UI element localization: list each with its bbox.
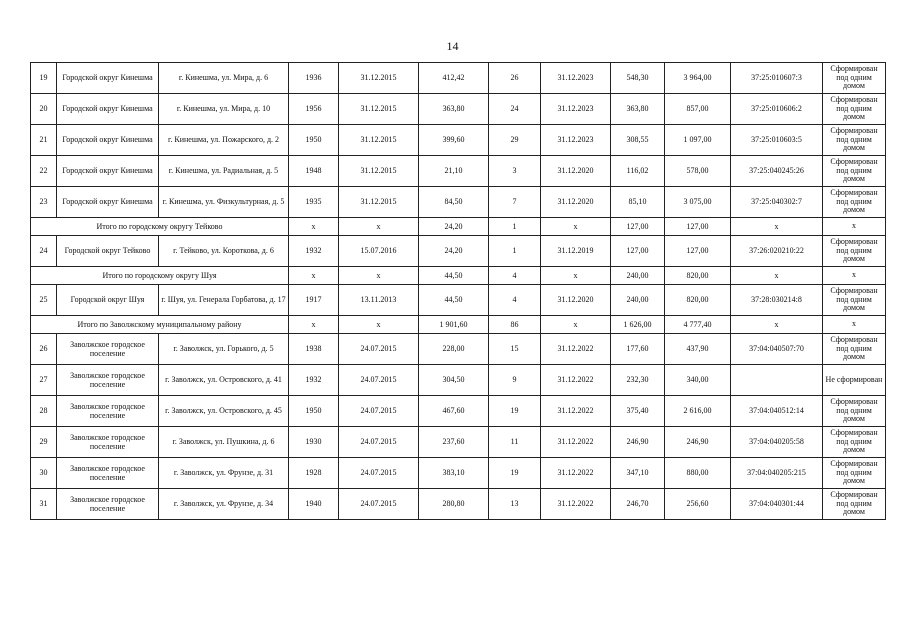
cell-year: 1940 (289, 489, 339, 520)
cell-area: 237,60 (419, 427, 489, 458)
cell-cadastral: 37:25:040302:7 (731, 187, 823, 218)
housing-registry-table (30, 62, 886, 520)
table-row (31, 236, 886, 267)
cell-new-area: 127,00 (611, 218, 665, 236)
cell-year: 1917 (289, 285, 339, 316)
cell-new-area: 375,40 (611, 396, 665, 427)
cell-year: x (289, 267, 339, 285)
cell-residents: 9 (489, 365, 541, 396)
cell-new-area: 232,30 (611, 365, 665, 396)
cell-cost: 437,90 (665, 334, 731, 365)
table-body (31, 63, 886, 520)
subtotal-label: Итого по Заволжскому муниципальному району (31, 316, 289, 334)
cell-deadline: x (541, 316, 611, 334)
cell-status: x (823, 316, 886, 334)
cell-date: 24.07.2015 (339, 334, 419, 365)
cell-area: 24,20 (419, 236, 489, 267)
cell-year: 1928 (289, 458, 339, 489)
cell-date: 24.07.2015 (339, 396, 419, 427)
cell-address: г. Кинешма, ул. Радиальная, д. 5 (159, 156, 289, 187)
cell-date: 13.11.2013 (339, 285, 419, 316)
cell-residents: 3 (489, 156, 541, 187)
cell-deadline: 31.12.2019 (541, 236, 611, 267)
cell-deadline: 31.12.2022 (541, 427, 611, 458)
cell-new-area: 347,10 (611, 458, 665, 489)
table-row (31, 187, 886, 218)
cell-status: x (823, 267, 886, 285)
cell-num: 26 (31, 334, 57, 365)
subtotal-label: Итого по городскому округу Шуя (31, 267, 289, 285)
cell-deadline: 31.12.2022 (541, 396, 611, 427)
cell-deadline: 31.12.2022 (541, 489, 611, 520)
cell-date: 24.07.2015 (339, 365, 419, 396)
cell-cadastral: 37:26:020210:22 (731, 236, 823, 267)
cell-year: 1930 (289, 427, 339, 458)
cell-cadastral: 37:25:040245:26 (731, 156, 823, 187)
cell-num: 30 (31, 458, 57, 489)
cell-year: 1956 (289, 94, 339, 125)
cell-new-area: 246,90 (611, 427, 665, 458)
cell-status: Сформирован под одним домом (823, 187, 886, 218)
cell-cadastral: 37:04:040512:14 (731, 396, 823, 427)
cell-new-area: 240,00 (611, 285, 665, 316)
cell-year: 1938 (289, 334, 339, 365)
cell-new-area: 177,60 (611, 334, 665, 365)
cell-deadline: 31.12.2020 (541, 156, 611, 187)
cell-deadline: x (541, 218, 611, 236)
cell-area: 467,60 (419, 396, 489, 427)
cell-area: 228,00 (419, 334, 489, 365)
cell-address: г. Заволжск, ул. Островского, д. 41 (159, 365, 289, 396)
cell-status: Сформирован под одним домом (823, 156, 886, 187)
cell-status: Не сформирован (823, 365, 886, 396)
cell-year: 1932 (289, 365, 339, 396)
cell-address: г. Заволжск, ул. Фрунзе, д. 34 (159, 489, 289, 520)
cell-status: Сформирован под одним домом (823, 489, 886, 520)
cell-num: 25 (31, 285, 57, 316)
cell-residents: 86 (489, 316, 541, 334)
cell-area: 84,50 (419, 187, 489, 218)
cell-status: Сформирован под одним домом (823, 236, 886, 267)
cell-municipality: Заволжское городское поселение (57, 334, 159, 365)
cell-new-area: 85,10 (611, 187, 665, 218)
cell-cadastral (731, 365, 823, 396)
cell-year: x (289, 218, 339, 236)
cell-residents: 11 (489, 427, 541, 458)
subtotal-row (31, 218, 886, 236)
cell-municipality: Городской округ Тейково (57, 236, 159, 267)
cell-date: x (339, 316, 419, 334)
cell-address: г. Заволжск, ул. Фрунзе, д. 31 (159, 458, 289, 489)
table-row (31, 427, 886, 458)
cell-date: 24.07.2015 (339, 489, 419, 520)
cell-area: 21,10 (419, 156, 489, 187)
table-row (31, 125, 886, 156)
cell-municipality: Заволжское городское поселение (57, 365, 159, 396)
cell-area: 304,50 (419, 365, 489, 396)
cell-new-area: 116,02 (611, 156, 665, 187)
cell-residents: 13 (489, 489, 541, 520)
cell-municipality: Городской округ Шуя (57, 285, 159, 316)
page-number: 14 (446, 39, 459, 53)
table-row (31, 489, 886, 520)
cell-num: 22 (31, 156, 57, 187)
cell-residents: 7 (489, 187, 541, 218)
cell-cadastral: 37:04:040205:215 (731, 458, 823, 489)
cell-cost: 578,00 (665, 156, 731, 187)
cell-new-area: 240,00 (611, 267, 665, 285)
cell-cadastral: 37:25:010606:2 (731, 94, 823, 125)
cell-residents: 4 (489, 285, 541, 316)
cell-date: x (339, 218, 419, 236)
cell-cadastral: 37:04:040205:58 (731, 427, 823, 458)
cell-cost: 820,00 (665, 267, 731, 285)
cell-date: 31.12.2015 (339, 63, 419, 94)
cell-cost: 246,90 (665, 427, 731, 458)
cell-year: 1950 (289, 125, 339, 156)
cell-cadastral: 37:04:040507:70 (731, 334, 823, 365)
cell-cadastral: x (731, 218, 823, 236)
cell-status: Сформирован под одним домом (823, 285, 886, 316)
cell-municipality: Заволжское городское поселение (57, 427, 159, 458)
cell-residents: 19 (489, 458, 541, 489)
cell-new-area: 548,30 (611, 63, 665, 94)
cell-date: 31.12.2015 (339, 156, 419, 187)
cell-status: Сформирован под одним домом (823, 334, 886, 365)
cell-residents: 1 (489, 218, 541, 236)
cell-address: г. Кинешма, ул. Пожарского, д. 2 (159, 125, 289, 156)
cell-area: 280,80 (419, 489, 489, 520)
cell-num: 21 (31, 125, 57, 156)
cell-cost: 340,00 (665, 365, 731, 396)
cell-address: г. Заволжск, ул. Горького, д. 5 (159, 334, 289, 365)
cell-cadastral: 37:28:030214:8 (731, 285, 823, 316)
cell-cost: 857,00 (665, 94, 731, 125)
cell-cadastral: 37:25:010603:5 (731, 125, 823, 156)
cell-cost: 1 097,00 (665, 125, 731, 156)
cell-status: Сформирован под одним домом (823, 396, 886, 427)
table-row (31, 94, 886, 125)
cell-num: 27 (31, 365, 57, 396)
subtotal-label: Итого по городскому округу Тейково (31, 218, 289, 236)
cell-status: x (823, 218, 886, 236)
cell-num: 31 (31, 489, 57, 520)
cell-area: 44,50 (419, 285, 489, 316)
cell-cadastral: 37:04:040301:44 (731, 489, 823, 520)
cell-municipality: Заволжское городское поселение (57, 396, 159, 427)
cell-residents: 15 (489, 334, 541, 365)
table-row (31, 396, 886, 427)
cell-area: 383,10 (419, 458, 489, 489)
cell-date: 31.12.2015 (339, 187, 419, 218)
cell-status: Сформирован под одним домом (823, 458, 886, 489)
cell-municipality: Городской округ Кинешма (57, 187, 159, 218)
cell-new-area: 246,70 (611, 489, 665, 520)
cell-address: г. Кинешма, ул. Мира, д. 6 (159, 63, 289, 94)
cell-cadastral: x (731, 267, 823, 285)
cell-date: 24.07.2015 (339, 427, 419, 458)
cell-date: 15.07.2016 (339, 236, 419, 267)
cell-deadline: 31.12.2020 (541, 285, 611, 316)
cell-year: x (289, 316, 339, 334)
cell-date: x (339, 267, 419, 285)
cell-address: г. Заволжск, ул. Островского, д. 45 (159, 396, 289, 427)
cell-date: 31.12.2015 (339, 94, 419, 125)
cell-deadline: 31.12.2022 (541, 458, 611, 489)
cell-deadline: 31.12.2023 (541, 94, 611, 125)
cell-address: г. Кинешма, ул. Физкультурная, д. 5 (159, 187, 289, 218)
cell-cost: 4 777,40 (665, 316, 731, 334)
cell-num: 24 (31, 236, 57, 267)
cell-deadline: 31.12.2023 (541, 63, 611, 94)
cell-cost: 127,00 (665, 236, 731, 267)
cell-year: 1948 (289, 156, 339, 187)
cell-num: 29 (31, 427, 57, 458)
cell-deadline: x (541, 267, 611, 285)
cell-residents: 1 (489, 236, 541, 267)
cell-new-area: 1 626,00 (611, 316, 665, 334)
cell-cost: 2 616,00 (665, 396, 731, 427)
cell-cost: 820,00 (665, 285, 731, 316)
cell-new-area: 363,80 (611, 94, 665, 125)
cell-date: 31.12.2015 (339, 125, 419, 156)
subtotal-row (31, 316, 886, 334)
cell-area: 399,60 (419, 125, 489, 156)
cell-num: 19 (31, 63, 57, 94)
cell-deadline: 31.12.2022 (541, 365, 611, 396)
cell-num: 23 (31, 187, 57, 218)
cell-deadline: 31.12.2020 (541, 187, 611, 218)
cell-num: 20 (31, 94, 57, 125)
cell-cadastral: x (731, 316, 823, 334)
table-row (31, 63, 886, 94)
cell-municipality: Городской округ Кинешма (57, 125, 159, 156)
cell-address: г. Тейково, ул. Короткова, д. 6 (159, 236, 289, 267)
cell-deadline: 31.12.2022 (541, 334, 611, 365)
table-row (31, 458, 886, 489)
cell-municipality: Городской округ Кинешма (57, 63, 159, 94)
cell-area: 44,50 (419, 267, 489, 285)
cell-address: г. Кинешма, ул. Мира, д. 10 (159, 94, 289, 125)
cell-year: 1936 (289, 63, 339, 94)
cell-year: 1950 (289, 396, 339, 427)
cell-municipality: Заволжское городское поселение (57, 489, 159, 520)
cell-address: г. Шуя, ул. Генерала Горбатова, д. 17 (159, 285, 289, 316)
cell-num: 28 (31, 396, 57, 427)
cell-residents: 19 (489, 396, 541, 427)
cell-area: 24,20 (419, 218, 489, 236)
table-row (31, 285, 886, 316)
table-row (31, 156, 886, 187)
cell-status: Сформирован под одним домом (823, 427, 886, 458)
cell-area: 412,42 (419, 63, 489, 94)
cell-status: Сформирован под одним домом (823, 63, 886, 94)
cell-residents: 24 (489, 94, 541, 125)
cell-status: Сформирован под одним домом (823, 94, 886, 125)
cell-address: г. Заволжск, ул. Пушкина, д. 6 (159, 427, 289, 458)
table-row (31, 365, 886, 396)
cell-cost: 256,60 (665, 489, 731, 520)
cell-cost: 3 964,00 (665, 63, 731, 94)
cell-residents: 26 (489, 63, 541, 94)
cell-new-area: 127,00 (611, 236, 665, 267)
cell-date: 24.07.2015 (339, 458, 419, 489)
table-row (31, 334, 886, 365)
cell-status: Сформирован под одним домом (823, 125, 886, 156)
cell-year: 1935 (289, 187, 339, 218)
cell-municipality: Городской округ Кинешма (57, 156, 159, 187)
cell-area: 1 901,60 (419, 316, 489, 334)
cell-deadline: 31.12.2023 (541, 125, 611, 156)
subtotal-row (31, 267, 886, 285)
cell-municipality: Заволжское городское поселение (57, 458, 159, 489)
cell-new-area: 308,55 (611, 125, 665, 156)
cell-municipality: Городской округ Кинешма (57, 94, 159, 125)
cell-cost: 3 075,00 (665, 187, 731, 218)
cell-year: 1932 (289, 236, 339, 267)
cell-residents: 4 (489, 267, 541, 285)
cell-cost: 127,00 (665, 218, 731, 236)
cell-cadastral: 37:25:010607:3 (731, 63, 823, 94)
cell-residents: 29 (489, 125, 541, 156)
cell-area: 363,80 (419, 94, 489, 125)
cell-cost: 880,00 (665, 458, 731, 489)
